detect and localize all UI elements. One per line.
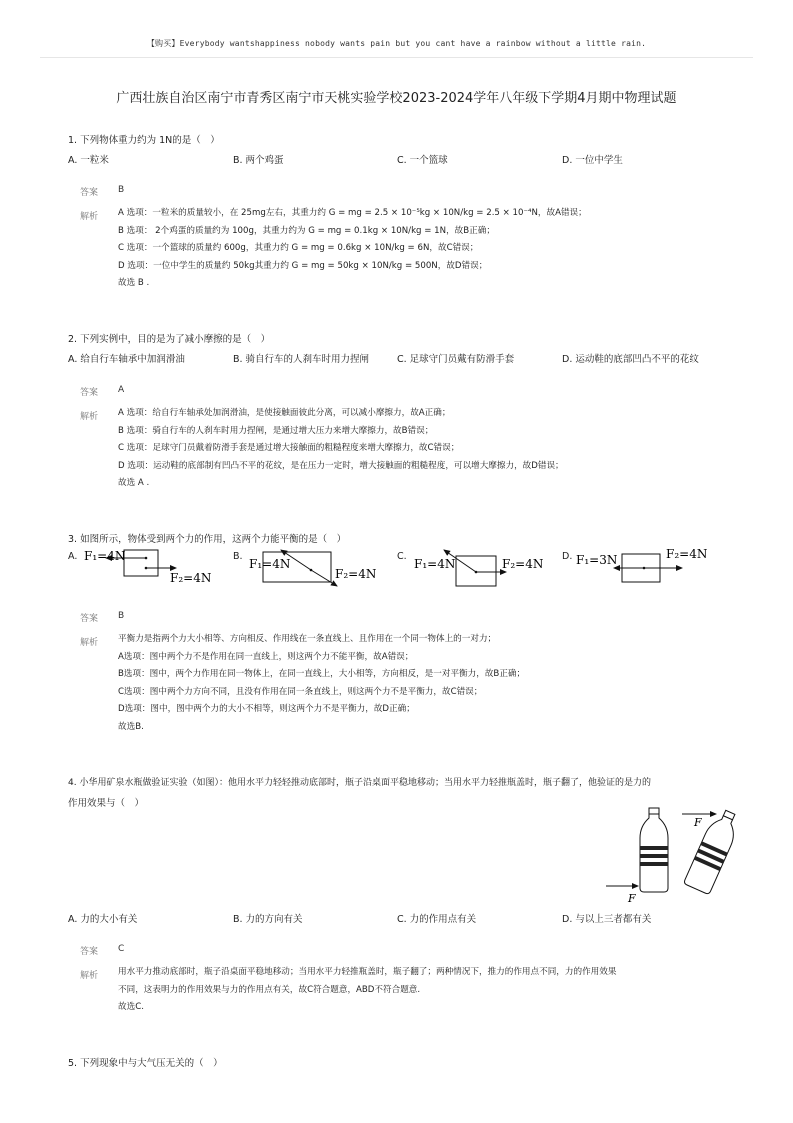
q3-option-c: C.: [397, 551, 407, 562]
q1-explanation-line: C 选项：一个篮球的质量约 600g，其重力约 G = mg = 0.6kg × 10N/kg = 6N，故C错误；: [118, 243, 479, 253]
q1-option-c: C. 一个篮球: [397, 155, 448, 166]
q1-option-b: B. 两个鸡蛋: [233, 155, 284, 166]
q3a-f2-label: F₂=4N: [170, 571, 212, 584]
q2-explanation-line: C 选项：足球守门员戴着防滑手套是通过增大接触面的粗糙程度来增大摩擦力，故C错误；: [118, 443, 460, 453]
q1-stem: 1. 下列物体重力约为 1N的是（ ）: [68, 135, 220, 146]
q2-explanation-line: D 选项：运动鞋的底部制有凹凸不平的花纹，是在压力一定时，增大接触面的粗糙程度，可以增大摩擦力，故D错误；: [118, 460, 564, 471]
q3-explanation-line: 故选B.: [118, 721, 144, 732]
q3b-f2-label: F₂=4N: [335, 567, 377, 581]
q3d-f2-label: F₂=4N: [666, 547, 708, 561]
q1-explanation-line: D 选项：一位中学生的质量约 50kg其重力约 G = mg = 50kg × 10N/kg = 500N，故D错误；: [118, 260, 488, 271]
q3-explanation-line: B选项：图中，两个力作用在同一物体上，在同一直线上，大小相等，方向相反，是一对平衡力，故B正确；: [118, 669, 526, 679]
q1-explanation: [118, 205, 587, 293]
q2-explanation-line: 故选 A .: [118, 478, 150, 488]
q3b-f1-label: F₁=4N: [249, 557, 291, 571]
q3-answer: B: [118, 611, 125, 621]
q4-top-force-label: F: [694, 816, 702, 829]
q3-explanation-line: C选项：图中两个力方向不同，且没有作用在同一条直线上，则这两个力不是平衡力，故C错误；: [118, 686, 483, 697]
q1-explanation-line: 故选 B .: [118, 278, 150, 288]
q4-stem-line2: 作用效果与（ ）: [68, 798, 145, 809]
q3a-f1-label: F₁=4N: [84, 549, 126, 563]
q2-explanation-line: B 选项：骑自行车的人刹车时用力捏闸，是通过增大压力来增大摩擦力，故B错误；: [118, 425, 434, 436]
q2-option-c: C. 足球守门员戴有防滑手套: [397, 354, 515, 365]
q3-figure-a: [78, 544, 213, 584]
q2-answer-label: 答案: [80, 388, 99, 398]
q1-explanation-line: A 选项：一粒米的质量较小，在 25mg左右，其重力约 G = mg = 2.5 × 10⁻⁵kg × 10N/kg = 2.5 × 10⁻⁴N，故A错误；: [118, 208, 587, 218]
q3-explanation: [118, 631, 525, 736]
q4-stem-line1: 4. 小华用矿泉水瓶做验证实验（如图）：他用水平力轻轻推动底部时，瓶子沿桌面平稳地移动；当用水平力轻推瓶盖时，瓶子翻了，他验证的是力的: [68, 778, 651, 788]
q2-explanation: [118, 405, 564, 493]
q3-explanation-label: 解析: [80, 638, 99, 648]
q4-explanation-line: 不同，这表明力的作用效果与力的作用点有关，故C符合题意，ABD不符合题意.: [118, 984, 421, 995]
q3-explanation-line: A选项：图中两个力不是作用在同一直线上，则这两个力不能平衡，故A错误；: [118, 651, 414, 662]
q4-explanation-line: 用水平力推动底部时，瓶子沿桌面平稳地移动；当用水平力轻推瓶盖时，瓶子翻了；两种情况下，推力的作用点不同，力的作用效果: [118, 967, 617, 977]
page-header: 【购买】Everybody wantshappiness nobody wants pain but you cant have a rainbow without a little rain.: [146, 39, 647, 48]
q3-stem: 3. 如图所示，物体受到两个力的作用，这两个力能平衡的是（ ）: [68, 534, 347, 545]
q3-explanation-line: D选项：图中，图中两个力的大小不相等，则这两个力不是平衡力，故D正确；: [118, 704, 415, 714]
q1-explanation-label: 解析: [80, 212, 99, 222]
q4-answer: C: [118, 944, 125, 954]
q4-option-a: A. 力的大小有关: [68, 914, 138, 925]
q4-bottom-force-label: F: [628, 892, 636, 905]
q3d-f1-label: F₁=3N: [576, 553, 618, 567]
header-divider: [40, 57, 753, 58]
q2-stem: 2. 下列实例中，目的是为了减小摩擦的是（ ）: [68, 334, 271, 345]
q4-option-d: D. 与以上三者都有关: [562, 914, 652, 925]
q2-explanation-label: 解析: [80, 412, 99, 422]
q3-figure-d: [574, 544, 709, 588]
q3c-f2-label: F₂=4N: [502, 557, 544, 571]
q3-option-d: D.: [562, 551, 573, 562]
q3-figure-b: [245, 544, 380, 588]
q4-option-c: C. 力的作用点有关: [397, 914, 477, 925]
q3-answer-label: 答案: [80, 614, 99, 624]
q4-answer-label: 答案: [80, 947, 99, 957]
q1-option-a: A. 一粒米: [68, 155, 109, 166]
q4-explanation-label: 解析: [80, 971, 99, 981]
q4-bottle-figure: [598, 806, 738, 908]
q1-explanation-line: B 选项： 2个鸡蛋的质量约为 100g，其重力约为 G = mg = 0.1kg × 10N/kg = 1N，故B正确；: [118, 225, 495, 236]
q2-explanation-line: A 选项：给自行车轴承处加润滑油，是使接触面彼此分离，可以减小摩擦力，故A正确；: [118, 408, 451, 418]
q2-answer: A: [118, 385, 125, 395]
tilted-bottle: [683, 807, 738, 895]
q4-explanation: [118, 964, 616, 1017]
q1-answer-label: 答案: [80, 188, 99, 198]
q3-option-b: B.: [233, 551, 243, 562]
q3-option-a: A.: [68, 551, 78, 562]
q2-option-d: D. 运动鞋的底部凹凸不平的花纹: [562, 354, 699, 365]
q3-explanation-line: 平衡力是指两个力大小相等、方向相反、作用线在一条直线上、且作用在一个同一物体上的一对力；: [118, 634, 497, 644]
q1-option-d: D. 一位中学生: [562, 155, 623, 166]
upright-bottle: [640, 808, 668, 892]
q2-option-b: B. 骑自行车的人刹车时用力捏闸: [233, 354, 370, 365]
q1-answer: B: [118, 185, 125, 195]
q4-explanation-line: 故选C.: [118, 1002, 144, 1012]
q2-option-a: A. 给自行车轴承中加润滑油: [68, 354, 185, 365]
page-title: 广西壮族自治区南宁市青秀区南宁市天桃实验学校2023-2024学年八年级下学期4月期中物理试题: [116, 91, 677, 106]
q3-figure-c: [410, 544, 545, 588]
q4-option-b: B. 力的方向有关: [233, 914, 303, 925]
q3c-f1-label: F₁=4N: [414, 557, 456, 571]
q5-stem: 5. 下列现象中与大气压无关的（ ）: [68, 1058, 223, 1069]
